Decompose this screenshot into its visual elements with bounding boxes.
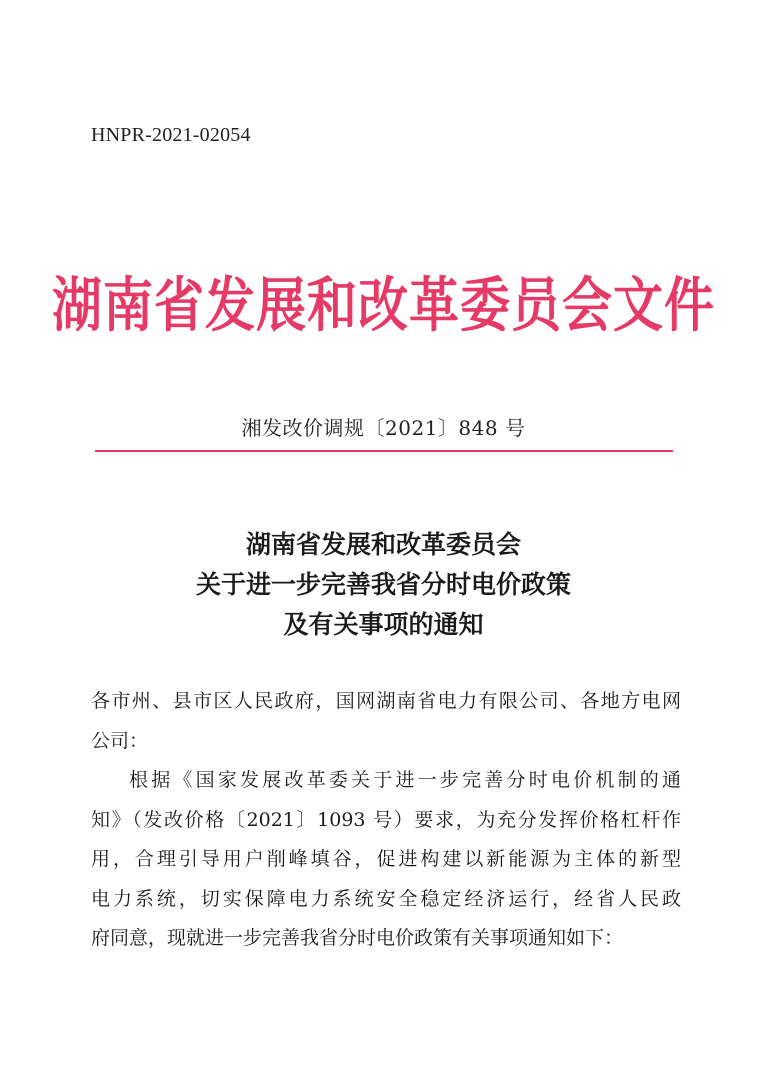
paragraph-line: 府同意，现就进一步完善我省分时电价政策有关事项通知如下：	[91, 927, 624, 949]
red-divider-line	[95, 450, 673, 452]
notice-title-line: 关于进一步完善我省分时电价政策	[195, 570, 571, 599]
addressee-line: 公司：	[91, 729, 149, 752]
paragraph-line: 用，合理引导用户削峰填谷，促进构建以新能源为主体的新型	[91, 848, 681, 870]
notice-title-line: 及有关事项的通知	[283, 610, 484, 639]
paragraph-line: 根据《国家发展改革委关于进一步完善分时电价机制的通	[129, 769, 681, 791]
agency-title: 湖南省发展和改革委员会文件	[52, 270, 715, 340]
paragraph-line: 知》（发改价格〔2021〕1093 号）要求，为充分发挥价格杠杆作	[91, 808, 681, 831]
document-code: 湘发改价调规〔2021〕848 号	[241, 416, 526, 440]
notice-body	[91, 682, 681, 959]
addressee-line: 各市州、县市区人民政府，国网湖南省电力有限公司、各地方电网	[91, 690, 681, 712]
paragraph-line: 电力系统，切实保障电力系统安全稳定经济运行，经省人民政	[91, 887, 681, 910]
document-number: HNPR-2021-02054	[91, 124, 251, 146]
notice-title	[0, 525, 767, 645]
notice-title-line: 湖南省发展和改革委员会	[245, 530, 521, 559]
